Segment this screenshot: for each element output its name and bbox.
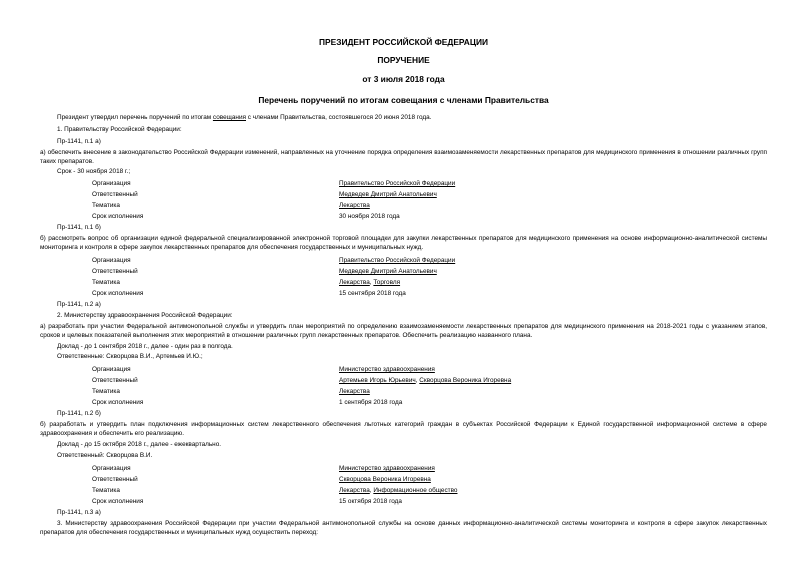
section2b-resp-link[interactable]: Скворцова Вероника Игоревна: [339, 476, 431, 483]
section2a-report: Доклад - до 1 сентября 2018 г., далее - один раз в полгода.: [57, 343, 233, 350]
label-org: Организация: [92, 257, 131, 264]
page-title: Перечень поручений по итогам совещания с членами Правительства: [258, 95, 549, 105]
section2a-org-link[interactable]: Министерство здравоохранения: [339, 366, 435, 373]
label-deadline: Срок исполнения: [92, 213, 144, 220]
label-topic: Тематика: [92, 388, 120, 395]
section3-text: 3. Министерству здравоохранения Российской Федерации при участии Федеральной антимонопольной службы на основе данных информационно-аналитической системы мониторинга и контроля в сфере закупок лекарственных препаратов для обеспечения государственных и муниципальных нужд осуществить переход:: [40, 520, 767, 536]
label-org: Организация: [92, 465, 131, 472]
label-org: Организация: [92, 180, 131, 187]
meeting-link[interactable]: совещания: [212, 114, 246, 121]
section1a-text: а) обеспечить внесение в законодательство Российской Федерации изменений, направленных на уточнение порядка определения взаимозаменяемости лекарственных препаратов для медицинского применения в отношении различных групп таких препаратов.: [40, 149, 767, 165]
label-deadline: Срок исполнения: [92, 399, 144, 406]
section2b-deadline: 15 октября 2018 года: [339, 498, 402, 505]
section2b-org-link[interactable]: Министерство здравоохранения: [339, 465, 435, 472]
section2b-report: Доклад - до 15 октября 2018 г., далее - ежеквартально.: [57, 441, 222, 448]
section2a-text: а) разработать при участии Федеральной антимонопольной службы и утвердить план мероприятий по определению взаимозаменяемости лекарственных препаратов для медицинского применения на 2018-2021 годы с указанием этапов, сроков и целевых показателей выполнения этих мероприятий в отношении различных групп лекарственных препаратов. Обеспечить реализацию названного плана.: [40, 323, 767, 339]
section2a-ref: Пр-1141, п.2 а): [57, 301, 101, 308]
section1b-org-link[interactable]: Правительство Российской Федерации: [339, 257, 456, 264]
section2-heading: 2. Министерству здравоохранения Российской Федерации:: [57, 312, 233, 319]
topic-link[interactable]: Торговля: [373, 279, 401, 286]
section1b-topics: Лекарства, Торговля: [339, 279, 401, 286]
label-topic: Тематика: [92, 279, 120, 286]
intro-after: с членами Правительства, состоявшегося 20 июня 2018 года.: [246, 114, 432, 121]
section1a-ref: Пр-1141, п.1 а): [57, 138, 101, 145]
section1a-resp-link[interactable]: Медведев Дмитрий Анатольевич: [339, 191, 437, 198]
resp-link[interactable]: Артемьев Игорь Юрьевич: [339, 377, 416, 384]
section2b-topics: Лекарства, Информационное общество: [339, 487, 458, 494]
header-date: от 3 июля 2018 года: [362, 74, 445, 84]
section1b-ref: Пр-1141, п.1 б): [57, 224, 101, 231]
section1b-deadline: 15 сентября 2018 года: [339, 290, 406, 297]
label-resp: Ответственный: [92, 191, 138, 198]
topic-link[interactable]: Лекарства: [339, 279, 370, 286]
label-topic: Тематика: [92, 202, 120, 209]
label-resp: Ответственный: [92, 377, 138, 384]
topic-link[interactable]: Лекарства: [339, 487, 370, 494]
section2b-text: б) разработать и утвердить план подключения информационных систем лекарственного обеспечения льготных категорий граждан в субъектах Российской Федерации к Единой государственной информационной системе в сфере здравоохранения и обеспечить его реализацию.: [40, 421, 767, 437]
section1-heading: 1. Правительству Российской Федерации:: [57, 126, 182, 133]
section2a-deadline: 1 сентября 2018 года: [339, 399, 403, 406]
section1a-topic-link[interactable]: Лекарства: [339, 202, 370, 209]
topic-link[interactable]: Информационное общество: [373, 487, 458, 494]
label-deadline: Срок исполнения: [92, 498, 144, 505]
label-topic: Тематика: [92, 487, 120, 494]
section1a-term: Срок - 30 ноября 2018 г.;: [57, 168, 131, 175]
section3-ref: Пр-1141, п.3 а): [57, 509, 101, 516]
section2a-resp: Артемьев Игорь Юрьевич, Скворцова Вероника Игоревна: [339, 377, 512, 384]
label-org: Организация: [92, 366, 131, 373]
header-org: ПРЕЗИДЕНТ РОССИЙСКОЙ ФЕДЕРАЦИИ: [319, 37, 488, 47]
resp-link[interactable]: Скворцова Вероника Игоревна: [419, 377, 512, 384]
intro-text: [57, 114, 431, 122]
section2b-responsible: Ответственный: Скворцова В.И.: [57, 452, 153, 459]
section1a-org-link[interactable]: Правительство Российской Федерации: [339, 180, 456, 187]
label-deadline: Срок исполнения: [92, 290, 144, 297]
section1b-text: б) рассмотреть вопрос об организации единой федеральной специализированной электронной торговой площадки для закупки лекарственных препаратов для медицинского применения на основе информационно-аналитической системы мониторинга и контроля в сфере закупок лекарственных препаратов для обеспечения государственных и муниципальных нужд.: [40, 235, 767, 251]
header-doc-type: ПОРУЧЕНИЕ: [377, 55, 430, 65]
section1b-resp-link[interactable]: Медведев Дмитрий Анатольевич: [339, 268, 437, 275]
section2a-topic-link[interactable]: Лекарства: [339, 388, 370, 395]
section2b-ref: Пр-1141, п.2 б): [57, 410, 101, 417]
intro-before: Президент утвердил перечень поручений по итогам: [57, 114, 213, 121]
section2a-responsible: Ответственные: Скворцова В.И., Артемьев И.Ю.;: [57, 353, 203, 360]
section1a-deadline: 30 ноября 2018 года: [339, 213, 400, 220]
label-resp: Ответственный: [92, 268, 138, 275]
label-resp: Ответственный: [92, 476, 138, 483]
